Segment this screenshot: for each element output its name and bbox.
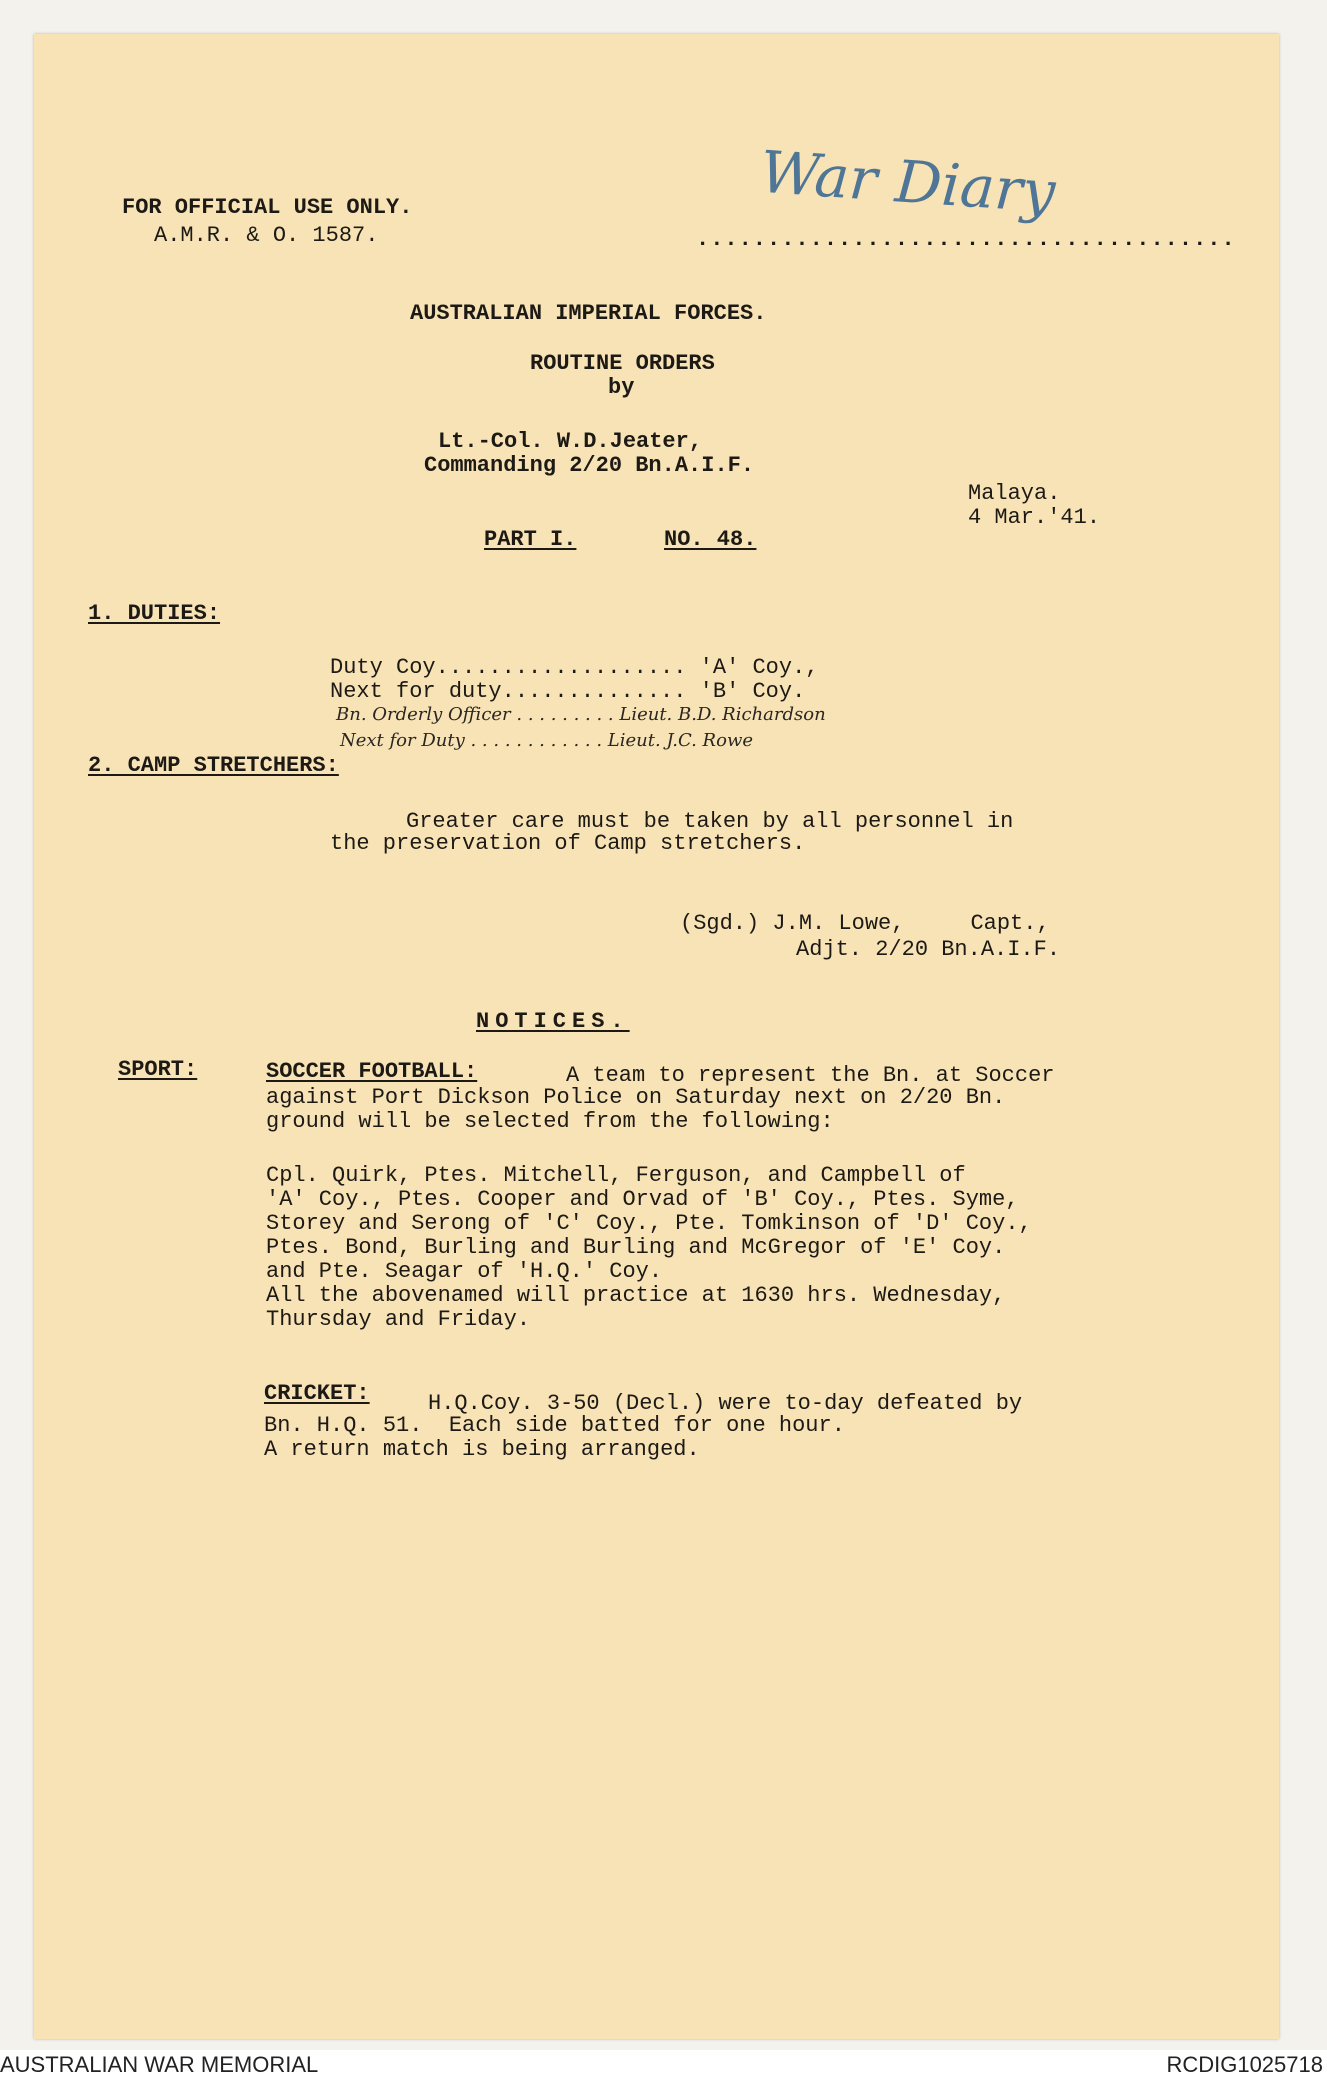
title-line-2: ROUTINE ORDERS — [530, 351, 715, 376]
cricket-line-1: H.Q.Coy. 3-50 (Decl.) were to-day defeated by — [428, 1391, 1023, 1416]
handwritten-orderly-officer: Bn. Orderly Officer . . . . . . . . . Lieut. B.D. Richardson — [336, 704, 826, 725]
part-label: PART I. — [484, 527, 577, 552]
stretchers-line-1: Greater care must be taken by all personnel in — [406, 809, 1014, 834]
signature-line-1: (Sgd.) J.M. Lowe, Capt., — [680, 911, 1050, 936]
handwritten-war-diary: War Diary — [757, 137, 1058, 227]
handwritten-next-for-duty: Next for Duty . . . . . . . . . . . . Lieut. J.C. Rowe — [340, 730, 753, 751]
players-line-5: and Pte. Seagar of 'H.Q.' Coy. — [266, 1259, 663, 1284]
duty-coy-line: Duty Coy................... 'A' Coy., — [330, 655, 819, 680]
amr-reference: A.M.R. & O. 1587. — [154, 223, 379, 248]
cricket-line-2: Bn. H.Q. 51. Each side batted for one hour. — [264, 1413, 845, 1438]
practice-line-2: Thursday and Friday. — [266, 1307, 531, 1332]
soccer-line-2: against Port Dickson Police on Saturday next on 2/20 Bn. — [266, 1085, 1006, 1110]
stretchers-line-2: the preservation of Camp stretchers. — [330, 831, 806, 856]
players-line-1: Cpl. Quirk, Ptes. Mitchell, Ferguson, and Campbell of — [266, 1163, 966, 1188]
date: 4 Mar.'41. — [968, 505, 1101, 530]
players-line-3: Storey and Serong of 'C' Coy., Pte. Tomkinson of 'D' Coy., — [266, 1211, 1032, 1236]
cricket-line-3: A return match is being arranged. — [264, 1437, 700, 1462]
order-number: NO. 48. — [664, 527, 757, 552]
footer-archive-name: AUSTRALIAN WAR MEMORIAL — [0, 2052, 319, 2077]
players-line-2: 'A' Coy., Ptes. Cooper and Orvad of 'B' Coy., Ptes. Syme, — [266, 1187, 1019, 1212]
cricket-heading: CRICKET: — [264, 1381, 370, 1406]
stretchers-heading: 2. CAMP STRETCHERS: — [88, 753, 339, 778]
sport-label: SPORT: — [118, 1057, 198, 1082]
footer-record-id: RCDIG1025718 — [1166, 2052, 1323, 2077]
title-line-1: AUSTRALIAN IMPERIAL FORCES. — [410, 301, 767, 326]
title-line-3: by — [608, 375, 635, 400]
practice-line-1: All the abovenamed will practice at 1630 hrs. Wednesday, — [266, 1283, 1006, 1308]
dotted-line: ...................................... — [696, 227, 1236, 252]
duties-heading: 1. DUTIES: — [88, 601, 221, 626]
signature-line-2: Adjt. 2/20 Bn.A.I.F. — [796, 937, 1061, 962]
soccer-line-3: ground will be selected from the following: — [266, 1109, 834, 1134]
official-use-label: FOR OFFICIAL USE ONLY. — [122, 195, 413, 220]
place: Malaya. — [968, 481, 1061, 506]
soccer-heading: SOCCER FOOTBALL: — [266, 1059, 478, 1084]
commander-name: Lt.-Col. W.D.Jeater, — [438, 429, 703, 454]
next-duty-line: Next for duty.............. 'B' Coy. — [330, 679, 806, 704]
document-page — [34, 34, 1279, 2039]
commander-unit: Commanding 2/20 Bn.A.I.F. — [424, 453, 755, 478]
notices-heading: NOTICES. — [476, 1009, 630, 1034]
soccer-line-1: A team to represent the Bn. at Soccer — [566, 1063, 1055, 1088]
players-line-4: Ptes. Bond, Burling and Burling and McGregor of 'E' Coy. — [266, 1235, 1006, 1260]
